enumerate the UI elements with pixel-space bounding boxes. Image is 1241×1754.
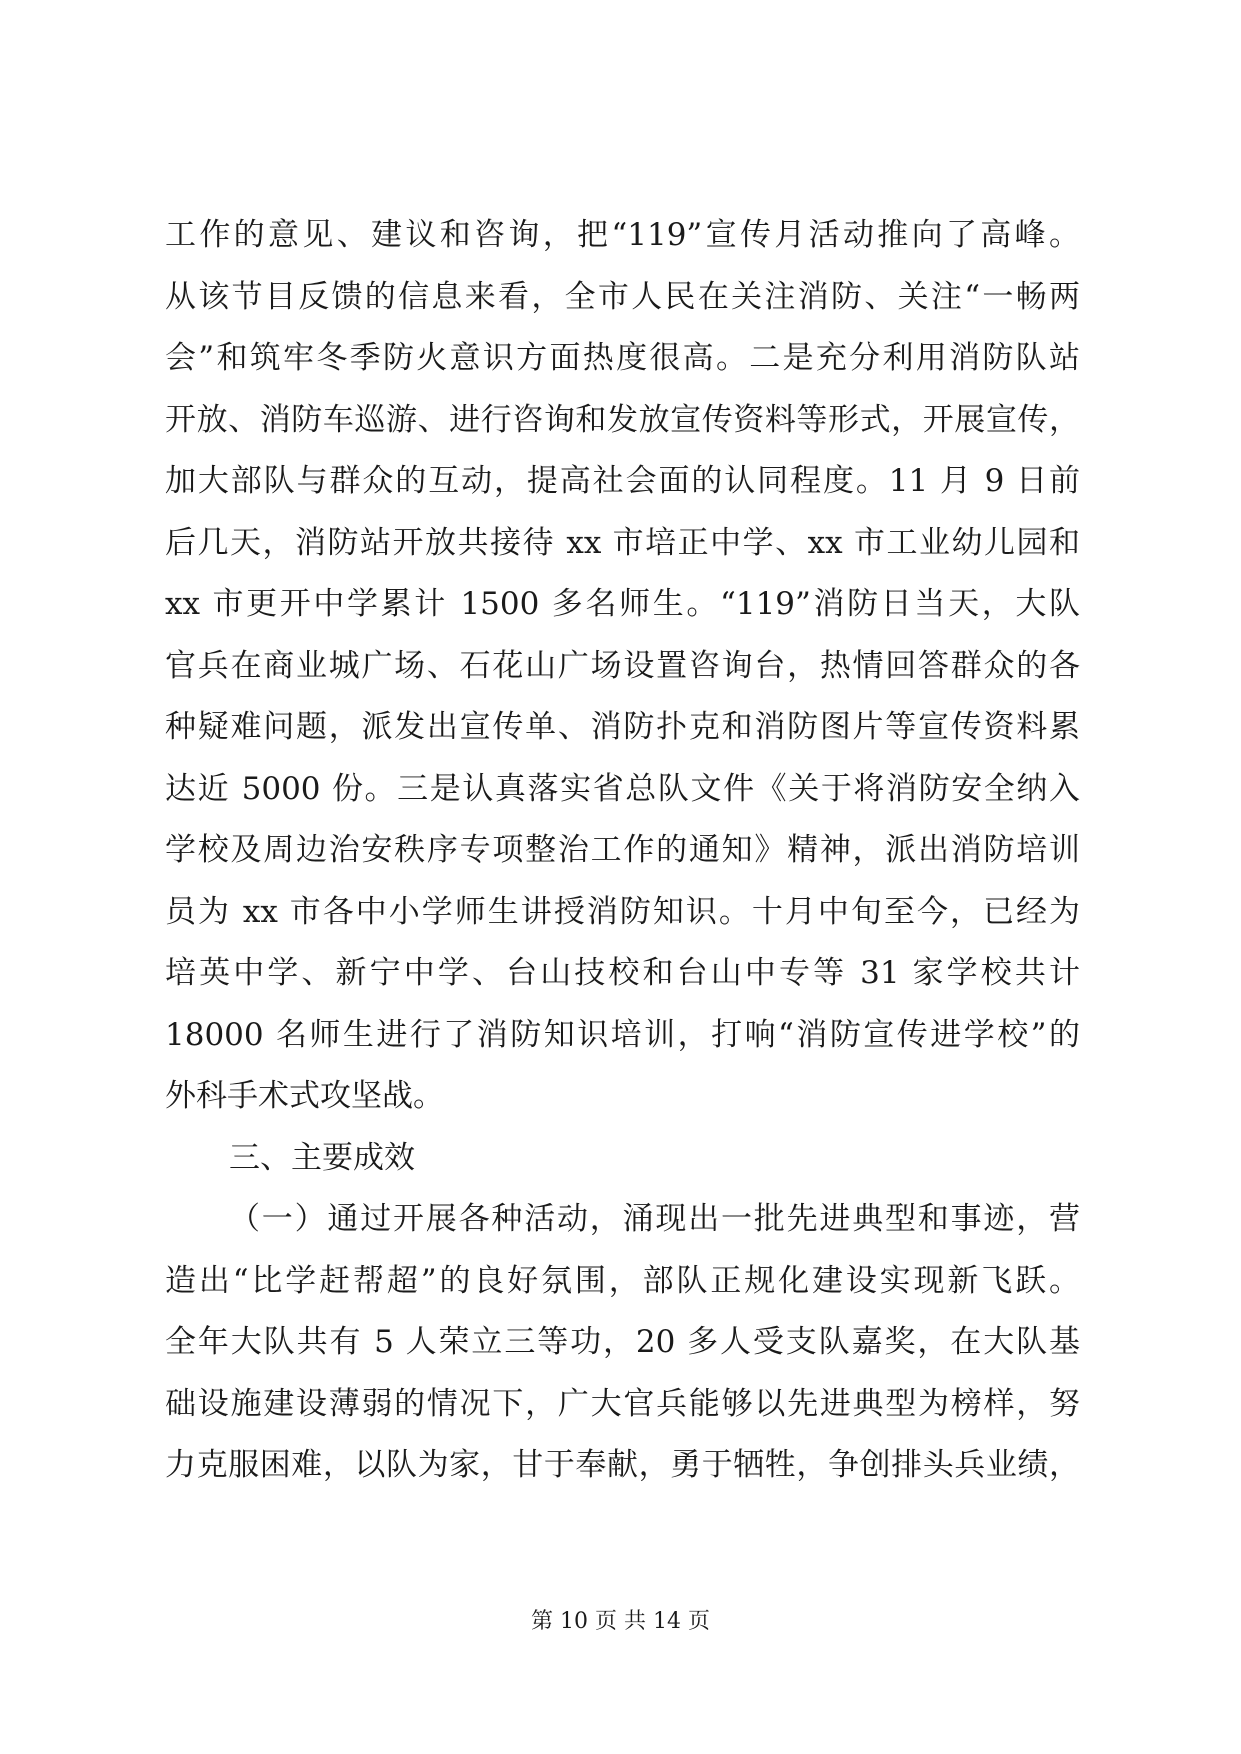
text-line: 种疑难问题，派发出宣传单、消防扑克和消防图片等宣传资料累: [165, 709, 1080, 745]
text-line: 力克服困难，以队为家，甘于奉献，勇于牺牲，争创排头兵业绩，: [165, 1447, 1080, 1483]
section-heading: 三、主要成效: [229, 1139, 415, 1176]
text-line: 加大部队与群众的互动，提高社会面的认同程度。11 月 9 日前: [165, 463, 1080, 499]
text-line: 工作的意见、建议和咨询，把“119”宣传月活动推向了高峰。: [165, 217, 1080, 253]
text-line: 后几天，消防站开放共接待 xx 市培正中学、xx 市工业幼儿园和: [165, 524, 1080, 561]
text-line: 造出“比学赶帮超”的良好氛围，部队正规化建设实现新飞跃。: [165, 1262, 1080, 1299]
text-line: 学校及周边治安秩序专项整治工作的通知》精神，派出消防培训: [165, 832, 1080, 868]
text-line: （一）通过开展各种活动，涌现出一批先进典型和事迹，营: [229, 1201, 1080, 1237]
text-line: 员为 xx 市各中小学师生讲授消防知识。十月中旬至今，已经为: [165, 893, 1080, 930]
text-line: 达近 5000 份。三是认真落实省总队文件《关于将消防安全纳入: [165, 770, 1080, 807]
text-line: 培英中学、新宁中学、台山技校和台山中专等 31 家学校共计: [165, 955, 1080, 991]
text-line: 从该节目反馈的信息来看，全市人民在关注消防、关注“一畅两: [165, 278, 1080, 315]
text-line: 18000 名师生进行了消防知识培训，打响“消防宣传进学校”的: [165, 1016, 1080, 1053]
text-line: 开放、消防车巡游、进行咨询和发放宣传资料等形式，开展宣传，: [165, 401, 1080, 438]
page-number: 第 10 页 共 14 页: [531, 1609, 710, 1634]
body-text: [165, 205, 1080, 1497]
text-line: 会”和筑牢冬季防火意识方面热度很高。二是充分利用消防队站: [165, 340, 1080, 376]
text-line: xx 市更开中学累计 1500 多名师生。“119”消防日当天，大队: [165, 586, 1080, 622]
text-line: 官兵在商业城广场、石花山广场设置咨询台，热情回答群众的各: [165, 647, 1080, 684]
text-line: 全年大队共有 5 人荣立三等功，20 多人受支队嘉奖，在大队基: [165, 1324, 1080, 1360]
text-line: 外科手术式攻坚战。: [165, 1078, 444, 1114]
text-line: 础设施建设薄弱的情况下，广大官兵能够以先进典型为榜样，努: [165, 1385, 1080, 1422]
